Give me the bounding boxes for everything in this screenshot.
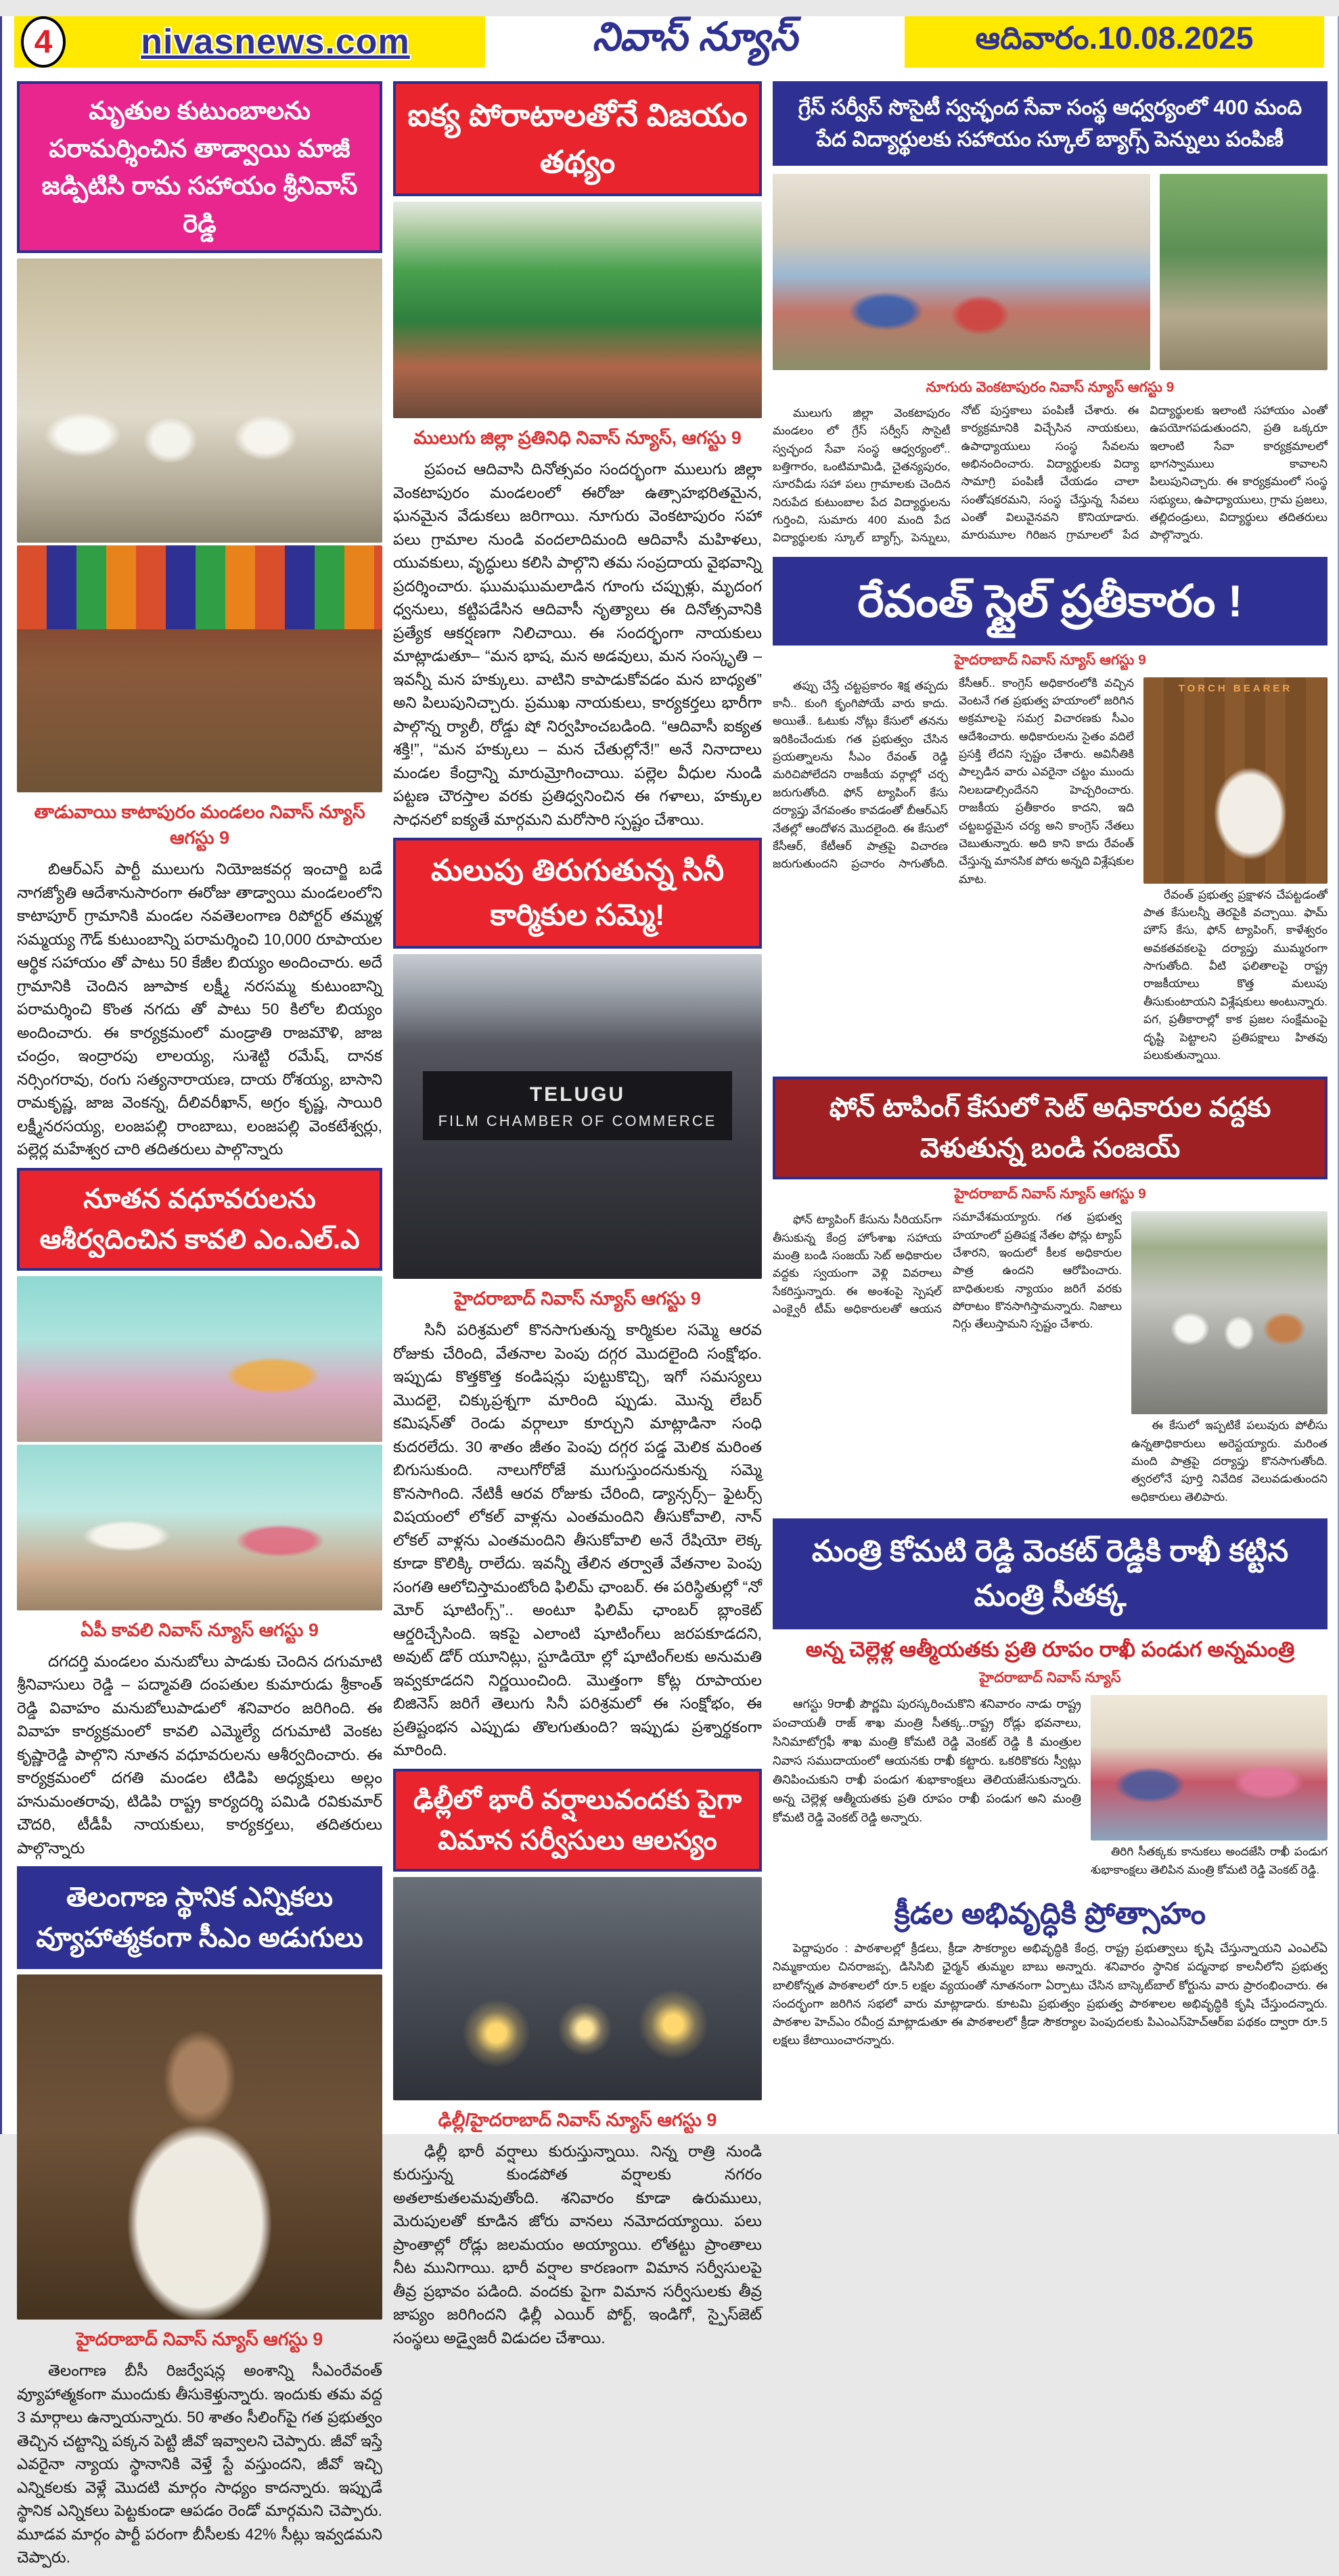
body-rakhi-left: ఆగస్టు 9రాఖీ పౌర్ణమి పురస్కరించుకొని శనివారం నాడు రాష్ట్ర పంచాయతీ రాజ్ శాఖ మంత్రి సీతక్క..రాష్ట్ర రోడ్లు భవనాలు, సినిమాటోగ్రఫీ శాఖ మంత్రి కోమటి రెడ్డి వెంకట్ రెడ్డి కి మంత్రుల నివాస సముదాయంలో ఆయనకు రాఖీ కట్టారు. ఒకరికొకరు స్వీట్లు తినిపించుకుని రాఖీ పండుగ శుభాకాంక్షలు తెలియజేసుకున్నారు. అన్న చెల్లెళ్ల ఆత్మీయతకు ప్రతి రూపం రాఖీ పండుగ అని మంత్రి కోమటి రెడ్డి వెంకట్ రెడ్డి అన్నారు. <box>773 1697 1081 1824</box>
headline-grace-society: గ్రేస్ సర్వీస్ సొసైటీ స్వచ్ఛంద సేవా సంస్థ ఆధ్వర్యంలో 400 మంది పేద విద్యార్థులకు సహాయం స్కూల్ బ్యాగ్స్ పెన్నులు పంపిణీ <box>773 81 1327 166</box>
body-wedding: దగదర్తి మండలం మనుబోలు పాడుకు చెందిన దగుమాటి శ్రీనివాసులు రెడ్డి – పద్మావతి దంపతుల కుమారుడు శ్రీకాంత్ రెడ్డి వివాహం మనుబోలుపాడులో శనివారం జరిగింది. ఈ వివాహ కార్యక్రమంలో కావలి ఎమ్మెల్యే దగుమాటి వెంకట కృష్ణారెడ్డి పాల్గొని నూతన వధూవరులను ఆశీర్వదించారు. ఈ కార్యక్రమంలో దగతి మండల టిడిపి అధ్యక్షులు అల్లం హనుమంతరావు, టిడిపి రాష్ట్ర కార్యదర్శి పమిడి రవికుమార్ చౌదరి, టీడీపీ నాయకులు, కార్యకర్తలు, తదితరులు పాల్గొన్నారు <box>17 1652 382 1857</box>
revanth-article-row <box>773 675 1327 1070</box>
body-tapping-right: ఈ కేసులో ఇప్పటికే పలువురు పోలీసు ఉన్నతాధికారులు అరెస్టయ్యారు. మరింత మంది పాత్రపై దర్యాప్తు కొనసాగుతోంది. త్వరలోనే పూర్తి నివేదిక వెలువడుతుందని అధికారులు తెలిపారు. <box>1131 1419 1327 1504</box>
photo-condolence-tent <box>17 545 382 792</box>
signboard-line2: FILM CHAMBER OF COMMERCE <box>438 1112 717 1129</box>
tapping-body-columns <box>773 1208 1122 1333</box>
photo-bandi-sanjay-walk <box>1131 1211 1327 1414</box>
headline-revanth-style: రేవంత్ స్టైల్ ప్రతీకారం ! <box>773 557 1327 646</box>
photo-revanth-seated <box>1143 677 1327 884</box>
column-middle <box>393 81 762 2576</box>
signboard-line1: TELUGU <box>529 1083 626 1106</box>
subhead-rakhi: అన్న చెల్లెళ్ల ఆత్మీయతకు ప్రతి రూపం రాఖీ పండుగ అన్నమంత్రి <box>805 1637 1295 1661</box>
body-revanth-left: తప్పు చేస్తే చట్టప్రకారం శిక్ష తప్పదు కానీ.. కుంగి కృంగిపోయే వారు కాదు. అయితే.. ఓటుకు నోట్లు కేసులో తనను ఇరికించేందుకు గత ప్రభుత్వం చేసిన ప్రయత్నాలను సీఎం రేవంత్ రెడ్డి మరిచిపోలేదని రాజకీయ వర్గాల్లో చర్చ జరుగుతోంది. ఫోన్ ట్యాపింగ్ కేసు దర్యాప్తు వేగవంతం కావడంతో బీఆర్ఎస్ నేతల్లో ఆందోళన మొదలైంది. ఈ కేసులో కేసీఆర్, కేటీఆర్ పాత్రపై విచారణ జరుగుతుందని ప్రచారం సాగుతోంది. కేసీఆర్.. కాంగ్రెస్ అధికారంలోకి వచ్చిన వెంటనే గత ప్రభుత్వ హయాంలో జరిగిన అక్రమాలపై సమగ్ర విచారణకు సీఎం ఆదేశించారు. అధికారులను సైతం వదిలే ప్రసక్తి లేదని స్పష్టం చేశారు. అవినీతికి పాల్పడిన వారు ఎవరైనా చట్టం ముందు నిలబడాల్సిందేనని హెచ్చరించారు. రాజకీయ ప్రతీకారం కాదని, ఇది చట్టబద్ధమైన చర్య అని కాంగ్రెస్ నేతలు చెబుతున్నారు. అది కాని కాదు రేవంత్ చేస్తున్న మానసిక పోరు అన్నది విశ్లేషకుల మాట. <box>773 676 1134 886</box>
headline-condolence: మృతుల కుటుంబాలను పరామర్శించిన తాడ్వాయి మాజీ జడ్పిటిసి రామ సహాయం శ్రీనివాస్ రెడ్డి <box>17 81 382 253</box>
photo-village-gathering <box>1160 174 1327 370</box>
photo-rakhi-ceremony <box>1091 1695 1327 1840</box>
headline-wedding-blessing: నూతన వధూవరులను ఆశీర్వదించిన కావలి ఎం.ఎల్.ఎ <box>17 1168 382 1271</box>
dateline-revanth-style: హైదరాబాద్ నివాస్ న్యూస్ ఆగస్టు 9 <box>954 652 1146 668</box>
dateline-local-elections: హైదరాబాద్ నివాస్ న్యూస్ ఆగస్టు 9 <box>76 2329 323 2349</box>
revanth-right-rail <box>1143 675 1327 1070</box>
page-number-badge: 4 <box>21 16 66 68</box>
body-revanth-right: రేవంత్ ప్రభుత్వ ప్రక్షాళన చేపట్టడంతో పాత కేసులన్నీ తెరపైకి వచ్చాయి. ఫామ్ హౌస్ కేసు, ఫోన్ ట్యాపింగ్, కాళేశ్వరం అవకతవకలపై దర్యాప్తు ముమ్మరంగా సాగుతోంది. వీటి ఫలితాలపై రాష్ట్ర రాజకీయాలు కొత్త మలుపు తీసుకుంటాయని విశ్లేషకులు అంటున్నారు. పగ, ప్రతీకారాల్లో కాక ప్రజల సంక్షేమంపై దృష్టి పెట్టాలని ప్రతిపక్షాలు హితవు పలుకుతున్నాయి. <box>1143 888 1327 1062</box>
body-local-elections: తెలంగాణ బీసీ రిజర్వేషన్ల అంశాన్ని సీఎంరేవంత్ వ్యూహాత్మకంగా ముందుకు తీసుకెళ్తున్నారు. ఇందుకు తమ వద్ద 3 మార్గాలు ఉన్నాయన్నారు. 50 శాతం సీలింగ్‌పై గత ప్రభుత్వం తెచ్చిన చట్టాన్ని పక్కన పెట్టి జీవో ఇవ్వాలని చెప్పారు. జీవో ఇస్తే ఎవరైనా న్యాయ స్థానానికి వెళ్తే స్టే వస్తుందని, జీవో ఇచ్చి ఎన్నికలకు వెళ్లే మొదటి మార్గం సాధ్యం కాదన్నారు. ఇప్పుడే స్థానిక ఎన్నికలు పెట్టకుండా ఆపడం రెండో మార్గమని చెప్పారు. మూడవ మార్గం పార్టీ పరంగా బీసీలకు 42% సీట్లు ఇవ్వడమని చెప్పారు. <box>17 2362 382 2566</box>
newspaper-page <box>0 15 1339 2566</box>
headline-delhi-rains: ఢిల్లీలో భారీ వర్షాలువందకు పైగా విమాన సర్వీసులు ఆలస్యం <box>393 1769 762 1872</box>
dateline-cinema-strike: హైదరాబాద్ నివాస్ న్యూస్ ఆగస్టు 9 <box>454 1288 701 1309</box>
photo-wedding-1 <box>17 1276 382 1442</box>
masthead-panel <box>485 16 905 68</box>
grace-body-columns <box>773 402 1327 547</box>
headline-sports: క్రీడల అభివృద్ధికి ప్రోత్సాహం <box>894 1897 1206 1930</box>
photo-schoolbags-distribution <box>773 174 1150 370</box>
rakhi-right-rail <box>1091 1692 1327 1884</box>
photo-wedding-2 <box>17 1445 382 1610</box>
dateline-grace-society: నూగురు వెంకటాపురం నివాస్ న్యూస్ ఆగస్టు 9 <box>926 380 1175 395</box>
body-cinema-strike: సినీ పరిశ్రమలో కొనసాగుతున్న కార్మికుల సమ్మె ఆరవ రోజుకు చేరింది, వేతనాల పెంపు దగ్గర మొదలైంది సంక్షోభం. ఇప్పుడు కొత్తకొత్త కండిషన్లు పుట్టుకొచ్చి, ఇగో సమస్యలు మొదలై, చిక్కుప్రశ్నగా మారింది ప్పుడు. మొన్న లేబర్ కమిషన్‌తో రెండు వర్గాలూ కూర్చుని మాట్లాడినా సంధి కుదరలేదు. 30 శాతం జీతం పెంపు దగ్గర పడ్డ మెలిక మరింత బిగుసుకుంది. నాలుగోరోజే ముగుస్తుందనుకున్న సమ్మె కొనసాగింది. నేటికీ ఆరవ రోజుకు చేరింది, డ్యాన్సర్స్– ఫైటర్స్ విషయంలో లోకల్ వాళ్లను ఎంతమందిని తీసుకోవాలి, నాన్ లోకల్ వాళ్లను ఎంతమందిని తీసుకోవాలి అనే రేషియో లెక్క కూడా కొలిక్కి రాలేదు. ఇవన్నీ తేలిన తర్వాతే వేతనాల పెంపు సంగతి ఆలోచిస్తామంటోంది ఫిలిమ్ ఛాంబర్. ఈ పరిస్థితుల్లో “నో మోర్ షూటింగ్స్”.. అంటూ ఫిలిమ్ ఛాంబర్ బ్లాంకెట్ ఆర్డరిచ్చేసింది. ఇకపై ఎలాంటి షూటింగ్‌లు జరపకూడదని, అవుట్ డోర్ యూనిట్లు, స్టూడియో ల్లో షూటింగ్‌లకు అనుమతి ఇవ్వకూడదని నిర్ణయించింది. మొత్తంగా కోట్ల రూపాయల బిజినెస్ జరిగే తెలుగు సినీ పరిశ్రమలో ఈ సంక్షోభం, ఈ ప్రతిష్టంభన ఎప్పుడు తొలగుతుంది? ఇప్పుడు ప్రశ్నార్థకంగా మారింది. <box>393 1321 762 1759</box>
masthead-bar <box>14 16 1324 68</box>
headline-rakhi: మంత్రి కోమటి రెడ్డి వెంకట్ రెడ్డికి రాఖీ కట్టిన మంత్రి సీతక్క <box>773 1518 1327 1629</box>
body-sports: పెద్దాపురం : పాఠశాలల్లో క్రీడలు, క్రీడా సౌకర్యాల అభివృద్ధికి కేంద్ర, రాష్ట్ర ప్రభుత్వాలు కృషి చేస్తున్నాయని ఎంఎల్ఏ నిమ్మకాయల చినరాజప్ప, డిసిసిబి ఛైర్మన్ తుమ్మల బాబు అన్నారు. శనివారం స్థానిక పద్మనాభ కాలనీలోని ప్రభుత్వ బాలికోన్నత పాఠశాలలో రూ.5 లక్షల వ్యయంతో నూతనంగా ఏర్పాటు చేసిన బాస్కెట్‌బాల్ కోర్టును వారు ప్రారంభించారు. ఈ సందర్భంగా జరిగిన సభలో వారు మాట్లాడారు. కూటమి ప్రభుత్వం ప్రభుత్వ పాఠశాలల అభివృద్ధికి కృషి చేస్తుందన్నారు. పాఠశాల హెచ్ఎం రవీంద్ర మాట్లాడుతూ ఈ పాఠశాలలో క్రీడా సౌకర్యాల పెంపుదలకు పిఎంఎస్‌హెచ్‌ఆర్‌ఐ పథకం ద్వారా రూ.5 లక్షలు కేటాయించారన్నారు. <box>773 1941 1327 2047</box>
dateline-condolence: తాడువాయి కాటాపురం మండలం నివాస్ న్యూస్ ఆగస్టు 9 <box>34 802 365 848</box>
photo-adivasi-rally <box>393 202 762 418</box>
tapping-article-row <box>773 1208 1327 1512</box>
tapping-right-rail <box>1131 1208 1327 1512</box>
photo-cm-revanth <box>17 1974 382 2320</box>
body-delhi-rains: ఢిల్లీ భారీ వర్షాలు కురుస్తున్నాయి. నిన్న రాత్రి నుండి కురుస్తున్న కుండపోత వర్షాలకు నగరం అతలాకుతలమవుతోంది. శనివారం కూడా ఉరుములు, మెరుపులతో కూడిన జోరు వానలు నమోదయ్యాయి. పలు ప్రాంతాల్లో రోడ్లు జలమయం అయ్యాయి. లోతట్టు ప్రాంతాలు నీట మునిగాయి. భారీ వర్షాల కారణంగా విమాన సర్వీసులపై తీవ్ర ప్రభావం పడింది. వందకు పైగా విమాన సర్వీసులకు తీవ్ర జాప్యం జరిగిందని ఢిల్లీ ఎయిర్ పోర్ట్, ఇండిగో, స్పైస్‌జెట్ సంస్థలు అడ్వైజరీ విడుదల చేశాయి. <box>393 2142 762 2347</box>
photo-film-chamber <box>393 954 762 1279</box>
dateline-united-struggle: ములుగు జిల్లా ప్రతినిధి నివాస్ న్యూస్, ఆగస్టు 9 <box>413 428 742 448</box>
torch-bearer-text: TORCH BEARER <box>1178 682 1293 694</box>
site-url: nivasnews.com <box>141 22 410 62</box>
dateline-wedding: ఏపీ కావలి నివాస్ న్యూస్ ఆగస్టు 9 <box>81 1619 319 1640</box>
headline-cinema-strike: మలుపు తిరుగుతున్న సినీ కార్మికుల సమ్మె! <box>393 838 762 949</box>
masthead-title: నివాస్ న్యూస్ <box>592 15 798 59</box>
rakhi-body-area <box>773 1692 1081 1832</box>
body-tapping-left: ఫోన్ ట్యాపింగ్ కేసును సీరియస్‌గా తీసుకున్న కేంద్ర హోంశాఖ సహాయ మంత్రి బండి సంజయ్ సెట్ అధికారుల వద్దకు స్వయంగా వెళ్లి వివరాలు సేకరిస్తున్నారు. ఈ అంశంపై స్పెషల్ ఎంక్వైరీ టీమ్ అధికారులతో ఆయన సమావేశమయ్యారు. గత ప్రభుత్వ హయాంలో ప్రతిపక్ష నేతల ఫోన్లు ట్యాప్ చేశారని, ఇందులో కీలక అధికారుల పాత్ర ఉందని ఆరోపించారు. బాధితులకు న్యాయం జరిగే వరకు పోరాటం కొనసాగిస్తామన్నారు. నిజాలు నిగ్గు తేలుస్తామని స్పష్టం చేశారు. <box>773 1211 1122 1331</box>
column-right <box>773 81 1327 2576</box>
body-grace-society: ములుగు జిల్లా వెంకటాపురం మండలం లో గ్రేస్ సర్వీస్ సొసైటీ స్వచ్ఛంద సేవా సంస్థ ఆధ్వర్యంలో.. బత్తిగారం, ఒంటిమామిడి, చైతన్యపురం, సూరవీడు సహా పలు గ్రామాలకు చెందిన నిరుపేద కుటుంబాల పేద విద్యార్థులను గుర్తించి, సుమారు 400 మంది పేద విద్యార్థులకు స్కూల్ బ్యాగ్స్, పెన్నులు, నోట్ పుస్తకాలు పంపిణీ చేశారు. ఈ కార్యక్రమానికి విచ్చేసిన నాయకులు, ఉపాధ్యాయులు సంస్థ సేవలను అభినందించారు. విద్యార్థులకు విద్యా సామాగ్రి పంపిణీ చేయడం చాలా సంతోషకరమని, సంస్థ చేస్తున్న సేవలు ఎంతో విలువైనవని కొనియాడారు. మారుమూల గిరిజన గ్రామాలలో పేద విద్యార్థులకు ఇలాంటి సహాయం ఎంతో ఉపయోగపడుతుందని, ప్రతి ఒక్కరూ ఇలాంటి సేవా కార్యక్రమాలలో భాగస్వాములు కావాలని పిలుపునిచ్చారు. ఈ కార్యక్రమంలో సంస్థ సభ్యులు, ఉపాధ్యాయులు, గ్రామ ప్రజలు, తల్లిదండ్రులు, విద్యార్థులు తదితరులు పాల్గొన్నారు. <box>773 404 1327 545</box>
column-left <box>17 81 382 2576</box>
headline-local-elections: తెలంగాణ స్థానిక ఎన్నికలు వ్యూహాత్మకంగా సీఎం అడుగులు <box>17 1866 382 1969</box>
body-condolence: బిఆర్ఎస్ పార్టీ ములుగు నియోజకవర్గ ఇంచార్జి బడే నాగజ్యోతి ఆదేశానుసారంగా ఈరోజు తాడ్వాయి మండలంలోని కాటాపూర్ గ్రామానికి మండల నవతెలంగాణ రిపోర్టర్ తమ్మళ్ల సమ్మయ్య గౌడ్ కుటుంబాన్ని పరామర్శించి 10,000 రూపాయల ఆర్థిక సహాయం తో పాటు 50 కేజీల బియ్యం అందించారు. అదే గ్రామానికి చెందిన జూపాక లక్ష్మీ నరసమ్మ కుటుంబాన్ని పరామర్శించి కొంత నగదు తో పాటు 50 కిలోల బియ్యం అందించారు. ఈ కార్యక్రమంలో మండ్రాతి రాజమౌళి, జాజ చంద్రం, ఇంద్రారపు లాలయ్య, సుశెట్టి రమేష్, దానక నర్సింగరావు, రంగు సత్యనారాయణ, దాయ రోశయ్య, బాసాని రామకృష్ణ, జాజ వెంకన్న, దీలివరీఖాన్, అగ్రం కృష్ణ, సాయిరి లక్ష్మీనరసయ్య, లంజపల్లి రాంబాబు, లంజపల్లి వెంకటేశ్వర్లు, పల్లెర్ల మహేశ్వర చారి తదితరులు పాల్గొన్నారు <box>17 860 382 1158</box>
dateline-phone-tapping: హైదరాబాద్ నివాస్ న్యూస్ ఆగస్టు 9 <box>954 1186 1146 1202</box>
rakhi-article-row <box>773 1692 1327 1884</box>
edition-date: ఆదివారం.10.08.2025 <box>975 20 1254 55</box>
photo-condolence-group <box>17 258 382 543</box>
grace-photos-row <box>773 171 1327 373</box>
photo-delhi-rain-traffic <box>393 1877 762 2100</box>
page-content <box>2 68 1338 2576</box>
body-united-struggle: ప్రపంచ ఆదివాసి దినోత్సవం సందర్భంగా ములుగు జిల్లా వెంకటాపురం మండలంలో ఈరోజు ఉత్సాహభరితమైన, ఘనమైన వేడుకలు జరిగాయి. నూగురు వెంకటాపురం సహా పలు గ్రామాల నుండి వందలాదిమంది ఆదివాసీ మహిళలు, యువకులు, వృద్ధులు కలిసి పాల్గొని తమ సంప్రదాయ వైభవాన్ని ప్రదర్శించారు. ఘుమఘుమలాడిన గూంగు చప్పుళ్లు, మృదంగ ధ్వనులు, కట్టిపడేసిన ఆదివాసీ నృత్యాలు ఈ దినోత్సవానికి ప్రత్యేక ఆకర్షణగా నిలిచాయి. ఈ సందర్భంగా నాయకులు మాట్లాడుతూ– “మన భాష, మన అడవులు, మన సంస్కృతి – ఇవన్నీ మన హక్కులు. వాటిని కాపాడుకోవడం మన బాధ్యత” అని పిలుపునిచ్చారు. ప్రముఖ నాయకులు, కార్యకర్తలు భారీగా పాల్గొన్న ర్యాలీ, రోడ్డు షో నిర్వహించబడింది. “ఆదివాసీ ఐక్యత శక్తి!”, “మన హక్కులు – మన చేతుల్లోనే!” అనే నినాదాలు మండల కేంద్రాన్ని మారుమ్రోగించాయి. పల్లెల వీధుల నుండి పట్టణ చౌరస్తాల వరకు ప్రతిధ్వనించిన ఈ గళాలు, హక్కుల సాధనలో ఐక్యతే మార్గమని మరోసారి స్పష్టం చేశాయి. <box>393 460 762 828</box>
dateline-rakhi: హైదరాబాద్ నివాస్ న్యూస్ <box>979 1670 1121 1686</box>
body-rakhi-right: తిరిగి సీతక్కకు కానుకలు అందజేసి రాఖీ పండుగ శుభాకాంక్షలు తెలిపిన మంత్రి కోమటి రెడ్డి వెంకట్ రెడ్డి. <box>1091 1845 1327 1876</box>
dateline-delhi-rains: ఢిల్లీ/హైదరాబాద్ నివాస్ న్యూస్ ఆగస్టు 9 <box>438 2109 717 2130</box>
revanth-body-columns <box>773 675 1134 888</box>
film-chamber-signboard <box>423 1071 733 1140</box>
headline-united-struggle: ఐక్య పోరాటాలతోనే విజయం తథ్యం <box>393 81 762 196</box>
headline-phone-tapping: ఫోన్ టాపింగ్ కేసులో సెట్ అధికారుల వద్దకు వెళుతున్న బండి సంజయ్ <box>773 1077 1327 1179</box>
